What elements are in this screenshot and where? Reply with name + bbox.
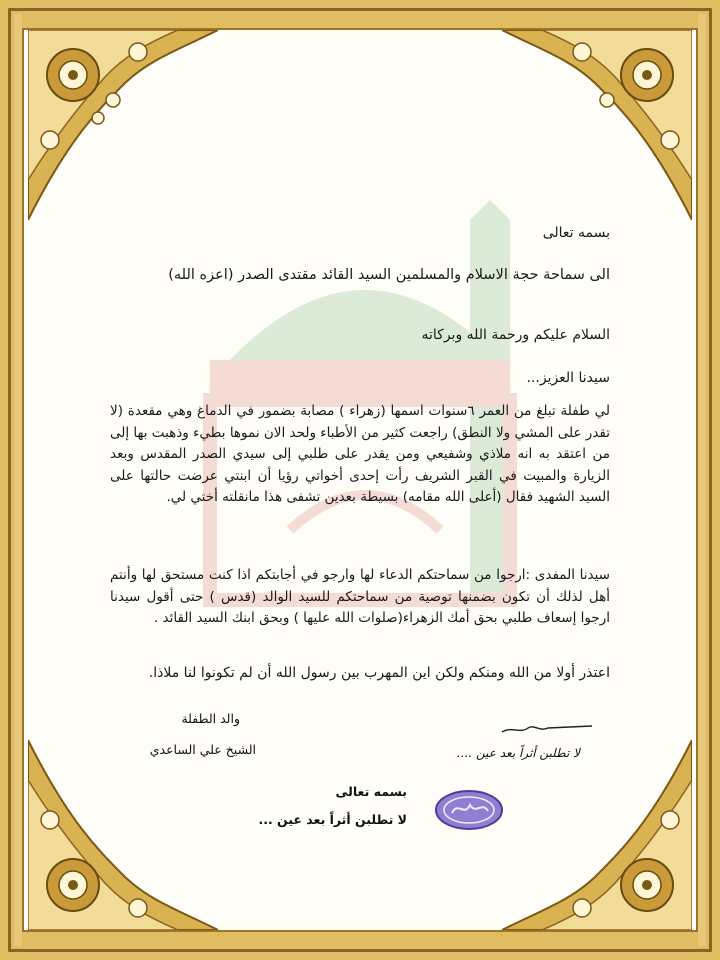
- reply-text: لا تطلبن أثراً بعد عين ...: [258, 812, 407, 827]
- letter-greeting: السلام عليكم ورحمة الله وبركاته: [421, 327, 610, 343]
- corner-ornament-icon: [502, 740, 692, 930]
- corner-ornament-icon: [28, 30, 218, 220]
- signer-name: الشيخ علي الساعدي: [149, 742, 256, 757]
- letter-paragraph-2: سيدنا المفدى :ارجوا من سماحتكم الدعاء لها وارجو في أجابتكم اذا كنت مستحق لها وأنتم أهل لذلك أن تكون بضمنها توصية من سماحتكم للسيد الوالد (قدس ) حتى أقول سيدنا ارجوا إسعاف طلبي بحق أمك الزهراء(صلوات الله عليها ) وبحق ابنك السيد القائد .: [110, 567, 610, 626]
- official-seal-icon: [434, 789, 504, 831]
- frame-band-left: [14, 14, 22, 946]
- frame-band-right: [698, 14, 706, 946]
- corner-ornament-icon: [28, 740, 218, 930]
- letter-salutation: سيدنا العزيز...: [526, 370, 610, 386]
- handwritten-reply: لا تطلبن أثراً بعد عين ....: [456, 746, 580, 760]
- letter-addressee: الى سماحة حجة الاسلام والمسلمين السيد القائد مقتدى الصدر (اعزه الله): [168, 267, 610, 283]
- signer-title: والد الطفلة: [181, 711, 240, 726]
- corner-ornament-icon: [502, 30, 692, 220]
- letter-closing: اعتذر أولا من الله ومنكم ولكن اين المهرب بين رسول الله أن لم تكونوا لنا ملاذا.: [148, 665, 610, 681]
- reply-basmala: بسمه تعالى: [335, 784, 407, 799]
- letter-basmala: بسمه تعالى: [542, 225, 610, 241]
- handwritten-scribble-icon: [500, 718, 595, 738]
- letter-paragraph-1: لي طفلة تبلغ من العمر ٦سنوات اسمها (زهراء ) مصابة بضمور في الدماغ وهي مقعدة (لا تقدر على المشي ولا النطق) راجعت كثير من الأطباء ولحد الان نموها بطيء وذهبت بها إلى من اعتقد به انه ملاذي وشفيعي ومن يقدر على طلبي إلى سيدي الصدر المقدس وبعد الزيارة والمبيت في القبر الشريف رأت إحدى أخواتي رؤيا أن ابنتي عرضت حالتها على السيد الشهيد فقال (أعلى الله مقامه) بسيطة بعدين تشفى هذا مانقلته أختي لي.: [110, 403, 610, 505]
